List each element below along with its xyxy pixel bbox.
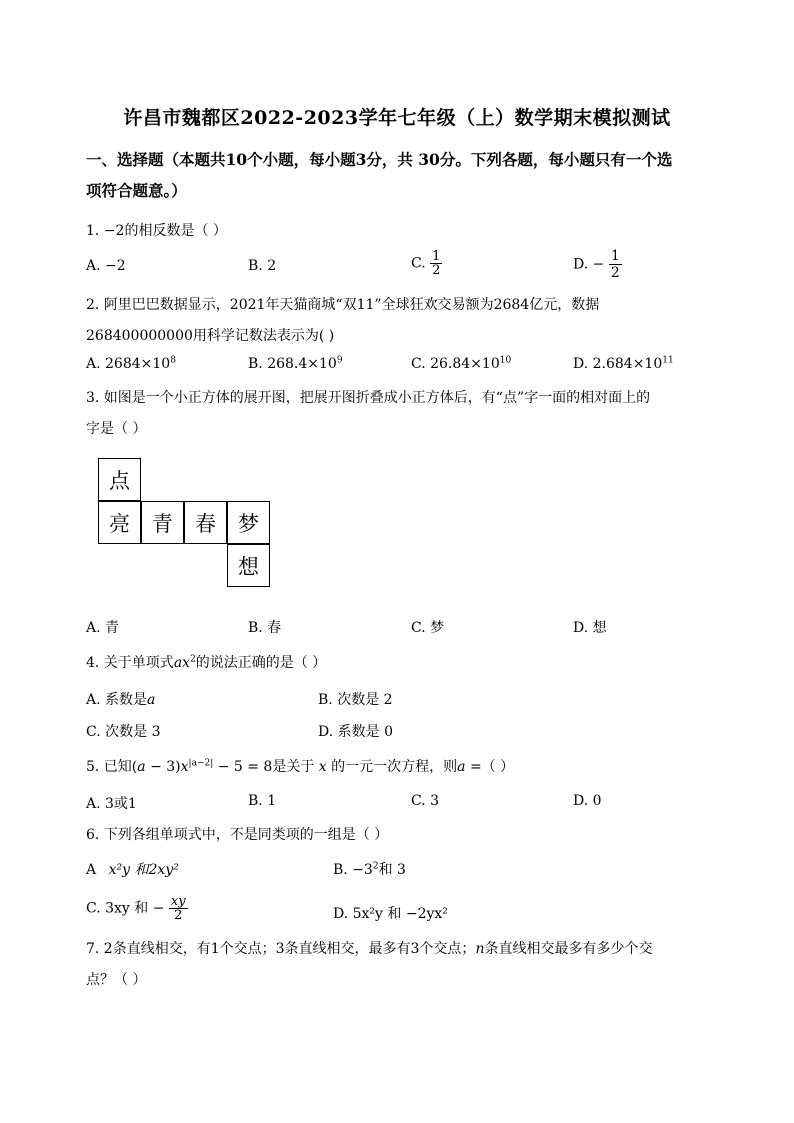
q1-option-a: A. −2 xyxy=(86,258,126,274)
page-title: 许昌市魏都区2022-2023学年七年级（上）数学期末模拟测试 xyxy=(123,107,671,129)
q1-option-c-label: C. xyxy=(411,255,426,272)
q5-stem-a: a xyxy=(137,759,146,775)
q3-option-b: B. 春 xyxy=(248,620,282,636)
q6-option-b-exponent: 2 xyxy=(372,861,379,872)
q1-option-b: B. 2 xyxy=(248,258,277,274)
q4-stem-suffix: 的说法正确的是（ ） xyxy=(195,655,327,671)
q3-option-c: C. 梦 xyxy=(411,620,445,636)
q2-option-b xyxy=(248,356,343,372)
q5-option-c: C. 3 xyxy=(411,793,440,809)
q5-stem-suffix-2: =（ ） xyxy=(465,759,515,775)
q4-option-a-text: A. 系数是 xyxy=(86,692,148,708)
q7-stem-line-2: 点？（ ） xyxy=(86,972,147,988)
section-heading xyxy=(86,144,716,206)
q1-option-d-label: D. − xyxy=(573,256,605,273)
q2-option-c-exponent: 10 xyxy=(499,355,512,366)
q5-option-a: A. 3或1 xyxy=(86,796,137,812)
q3-stem-line-2: 字是（ ） xyxy=(86,421,147,437)
q1-option-d-numerator: 1 xyxy=(610,248,620,264)
net-cell-meng: 梦 xyxy=(227,501,270,544)
q5-stem-mid: − 3) xyxy=(145,759,181,775)
q6-option-d: D. 5x²y 和 −2yx² xyxy=(333,906,448,922)
net-cell-dian: 点 xyxy=(98,458,141,501)
q6-option-c-numerator: xy xyxy=(170,894,186,909)
q1-option-c-numerator: 1 xyxy=(432,249,441,264)
q4-stem-exponent: 2 xyxy=(190,654,196,665)
q6-option-c-text: C. 3xy 和 − xyxy=(86,900,165,917)
q1-option-d-denominator: 2 xyxy=(610,265,620,281)
q6-option-c-fraction xyxy=(169,895,188,922)
q5-option-b: B. 1 xyxy=(248,793,277,809)
q5-stem-a2: a xyxy=(457,759,466,775)
q6-option-b-base: B. −3 xyxy=(333,862,373,878)
q2-option-c xyxy=(411,356,511,372)
q5-stem-x: x xyxy=(180,759,189,775)
q1-option-d-fraction xyxy=(609,248,622,281)
q3-option-a: A. 青 xyxy=(86,620,120,636)
q1-option-c-denominator: 2 xyxy=(432,263,441,278)
q2-stem-line-2: 268400000000用科学记数法表示为( ) xyxy=(86,328,335,344)
q4-stem-prefix: 4. 关于单项式 xyxy=(86,655,174,671)
q6-stem: 6. 下列各组单项式中，不是同类项的一组是（ ） xyxy=(86,827,389,843)
q5-option-d: D. 0 xyxy=(573,793,602,809)
q2-option-a-base: A. 2684×10 xyxy=(86,356,171,372)
q7-stem-variable: n xyxy=(475,941,485,957)
q6-option-c-denominator: 2 xyxy=(174,908,183,923)
cube-net-figure xyxy=(98,458,274,590)
q2-option-d xyxy=(573,356,674,372)
q1-option-c xyxy=(411,250,442,277)
section-heading-line-1: 一、选择题（本题共10个小题，每小题3分，共 30分。下列各题，每小题只有一个选 xyxy=(86,150,673,169)
q2-option-d-base: D. 2.684×10 xyxy=(573,356,663,372)
q6-option-b-suffix: 和 3 xyxy=(378,862,406,878)
q4-option-a-variable: a xyxy=(147,692,156,708)
q2-option-c-base: C. 26.84×10 xyxy=(411,356,500,372)
q5-stem-exponent: |a−2| xyxy=(188,758,214,769)
net-cell-qing: 青 xyxy=(141,501,184,544)
q4-stem xyxy=(86,652,326,672)
section-heading-line-2: 项符合题意。） xyxy=(86,181,187,200)
q1-option-d xyxy=(573,248,622,281)
q3-option-d: D. 想 xyxy=(573,620,607,636)
q4-option-b: B. 次数是 2 xyxy=(318,692,393,708)
q2-option-d-exponent: 11 xyxy=(662,355,674,366)
q5-stem-x2: x xyxy=(318,759,327,775)
q5-stem xyxy=(86,756,514,776)
q6-option-c xyxy=(86,895,188,922)
q4-stem-variable: ax xyxy=(173,655,191,671)
q4-option-d: D. 系数是 0 xyxy=(318,724,393,740)
q7-stem-line-1 xyxy=(86,938,652,958)
net-cell-chun: 春 xyxy=(184,501,227,544)
q6-option-a xyxy=(86,859,179,879)
q1-option-c-fraction xyxy=(430,250,442,277)
q4-option-c: C. 次数是 3 xyxy=(86,724,161,740)
q7-stem-suffix: 条直线相交最多有多少个交 xyxy=(484,941,653,957)
q2-option-b-base: B. 268.4×10 xyxy=(248,356,337,372)
q1-stem: 1. −2的相反数是（ ） xyxy=(86,223,227,239)
q6-option-a-label: A xyxy=(86,862,97,878)
q6-option-b xyxy=(333,859,406,879)
q2-option-a-exponent: 8 xyxy=(170,355,176,366)
q5-stem-suffix-1: 的一元一次方程，则 xyxy=(326,759,458,775)
q7-stem-prefix: 7. 2条直线相交，有1个交点；3条直线相交，最多有3个交点； xyxy=(86,941,476,957)
q5-stem-prefix: 5. 已知( xyxy=(86,759,138,775)
q2-stem-line-1: 2. 阿里巴巴数据显示，2021年天猫商城“双11”全球狂欢交易额为2684亿元，数据 xyxy=(86,297,600,313)
q4-option-a xyxy=(86,689,155,709)
q3-stem-line-1: 3. 如图是一个小正方体的展开图，把展开图折叠成小正方体后，有“点”字一面的相对面上的 xyxy=(86,390,651,406)
net-cell-xiang: 想 xyxy=(227,544,270,587)
q2-option-b-exponent: 9 xyxy=(336,355,343,366)
q2-option-a xyxy=(86,356,176,372)
q6-option-a-text: x²y 和2xy² xyxy=(108,862,179,878)
net-cell-liang: 亮 xyxy=(98,501,141,544)
q5-stem-equation: − 5 = 8是关于 xyxy=(213,759,319,775)
